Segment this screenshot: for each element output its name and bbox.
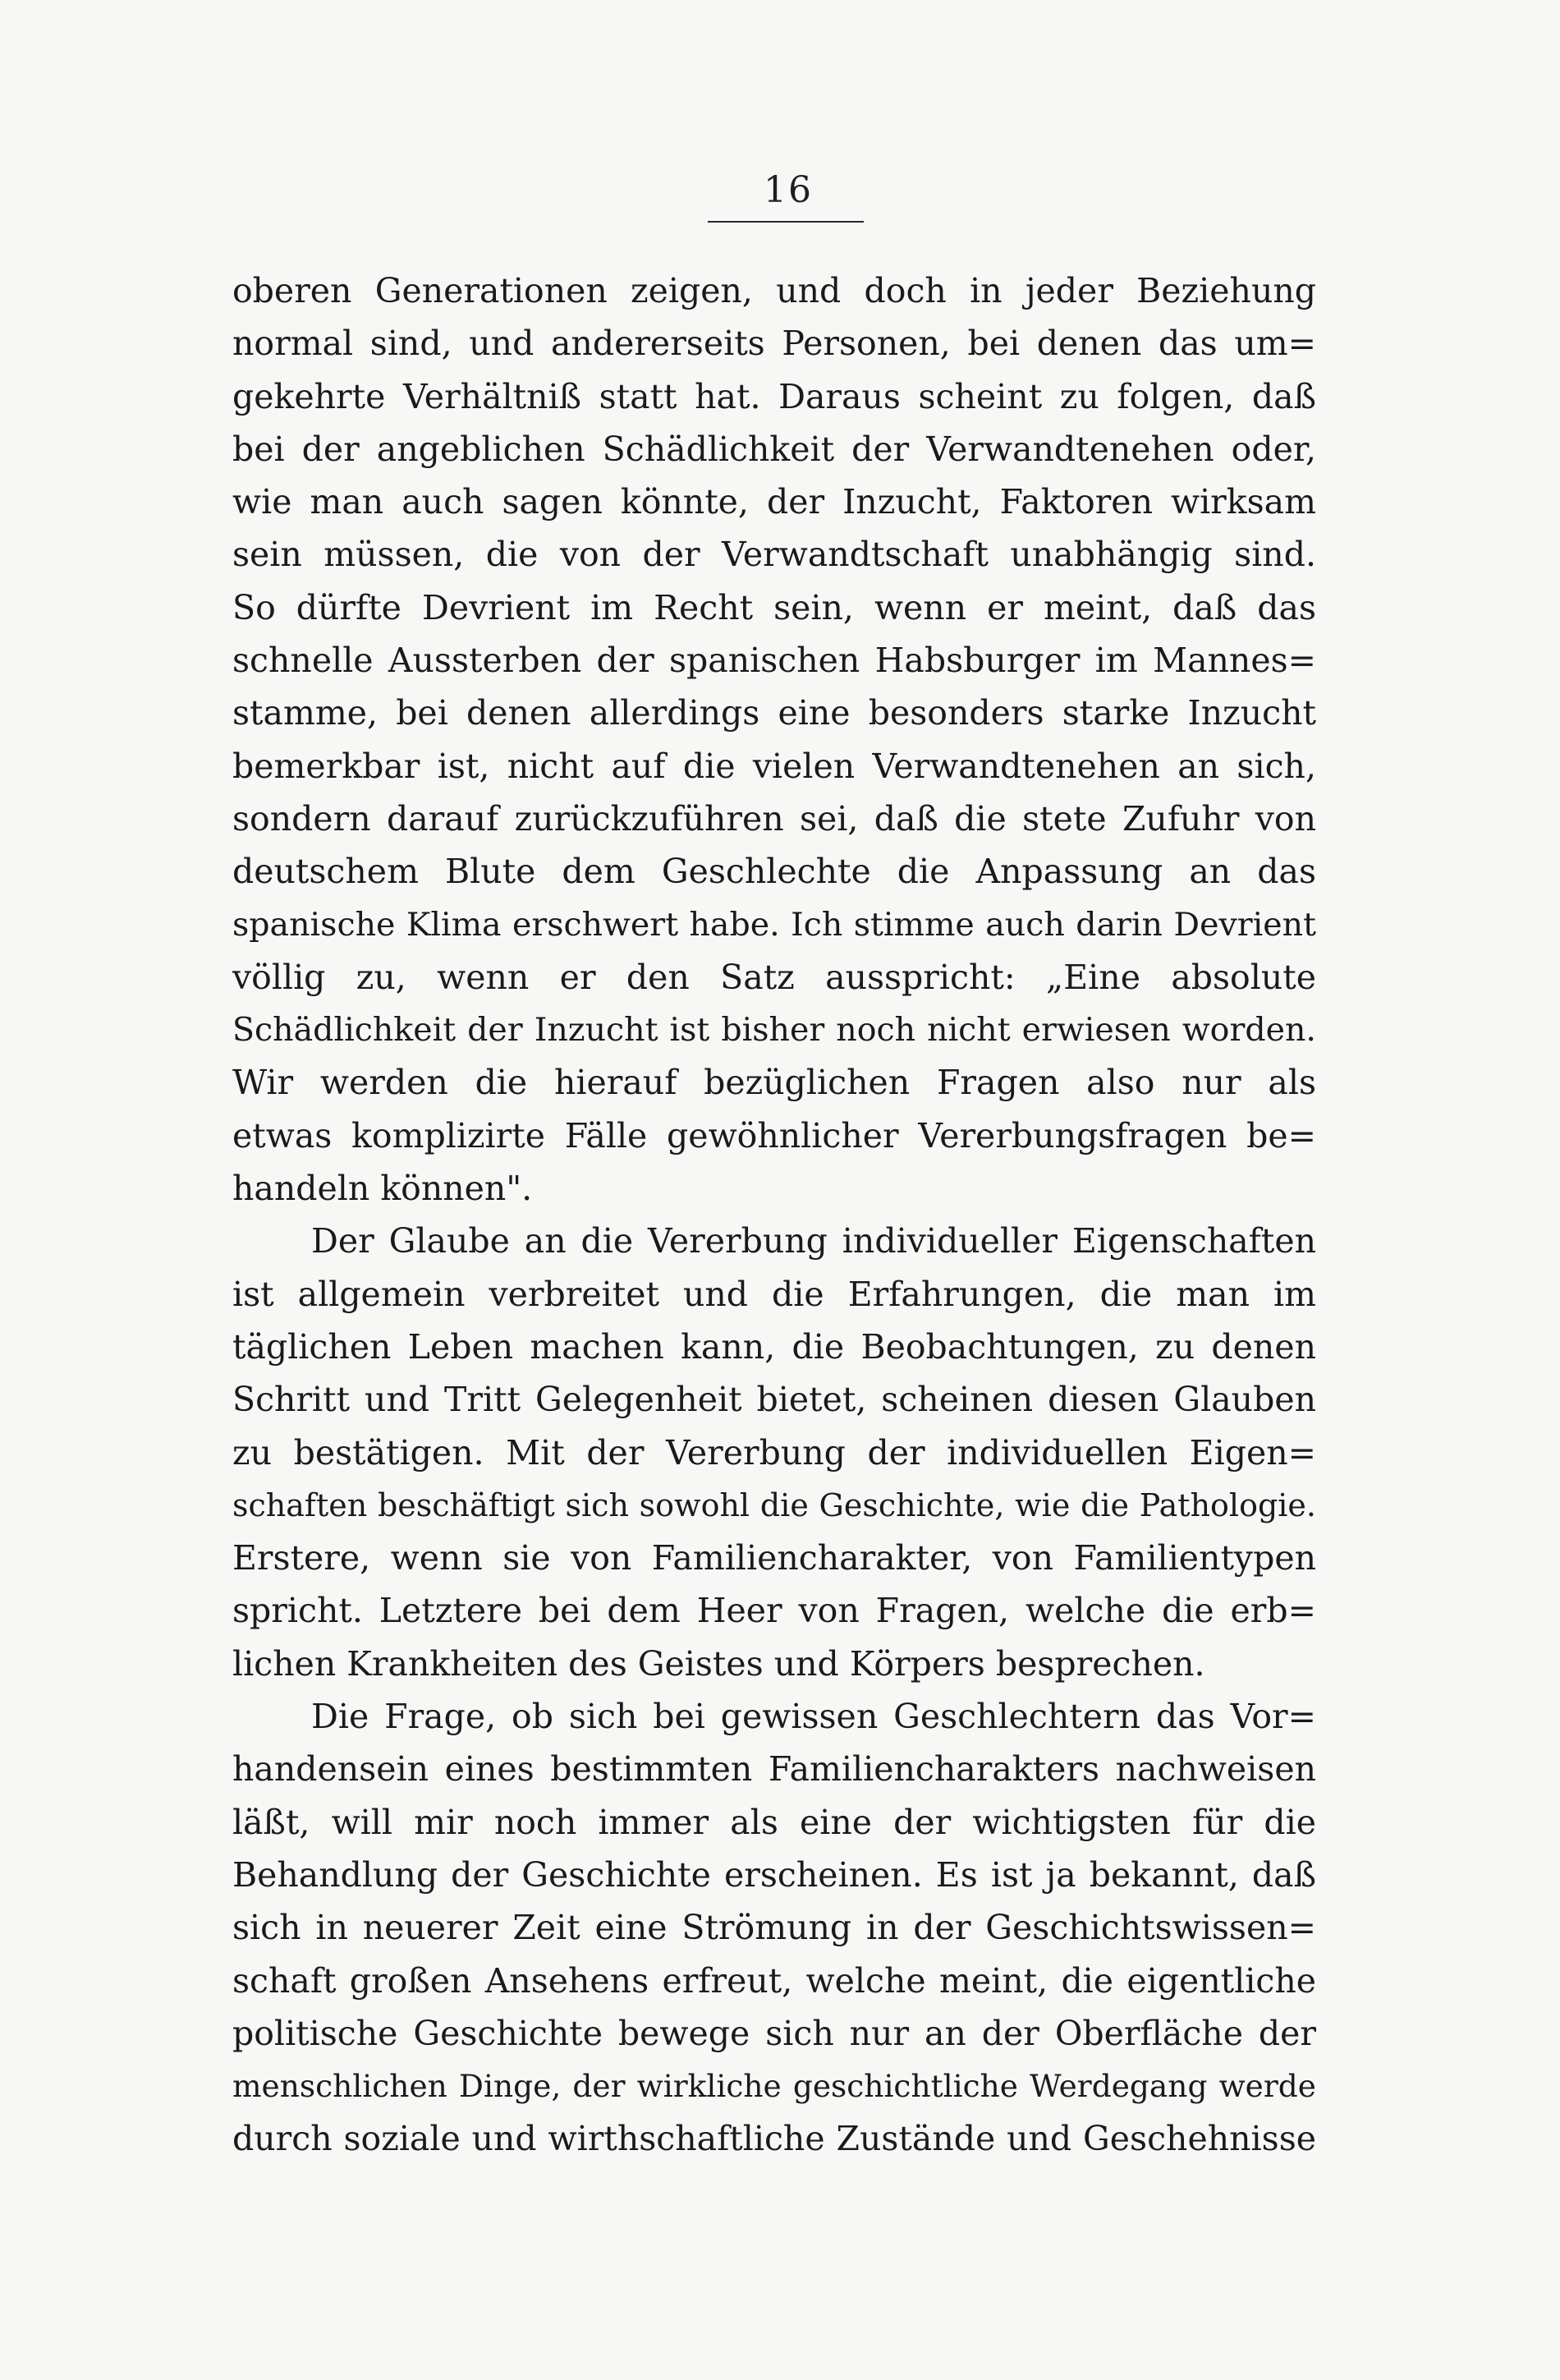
text-line: menschlichen Dinge, der wirkliche geschichtliche Werdegang werde bbox=[232, 2068, 1316, 2105]
text-line: sein müssen, die von der Verwandtschaft unabhängig sind. bbox=[232, 535, 1316, 575]
text-line: Schritt und Tritt Gelegenheit bietet, scheinen diesen Glauben bbox=[232, 1380, 1316, 1420]
page-number: 16 bbox=[764, 169, 813, 211]
text-line: Wir werden die hierauf bezüglichen Fragen also nur als bbox=[232, 1063, 1316, 1103]
text-line: politische Geschichte bewege sich nur an der Oberfläche der bbox=[232, 2013, 1316, 2053]
text-line: zu bestätigen. Mit der Vererbung der individuellen Eigen= bbox=[232, 1432, 1316, 1473]
text-line: schnelle Aussterben der spanischen Habsburger im Mannes= bbox=[232, 641, 1316, 681]
text-line: gekehrte Verhältniß statt hat. Daraus scheint zu folgen, daß bbox=[232, 376, 1316, 416]
text-line: normal sind, und andererseits Personen, bei denen das um= bbox=[232, 324, 1316, 364]
text-line: bemerkbar ist, nicht auf die vielen Verwandtenehen an sich, bbox=[232, 746, 1316, 786]
text-line: etwas komplizirte Fälle gewöhnlicher Vererbungsfragen be= bbox=[232, 1115, 1316, 1156]
text-line: So dürfte Devrient im Recht sein, wenn er meint, daß das bbox=[232, 587, 1316, 627]
text-line: schaft großen Ansehens erfreut, welche meint, die eigentliche bbox=[232, 1960, 1316, 2001]
text-line: sich in neuerer Zeit eine Strömung in der Geschichtswissen= bbox=[232, 1908, 1316, 1948]
text-line: täglichen Leben machen kann, die Beobachtungen, zu denen bbox=[232, 1326, 1316, 1367]
text-line: lichen Krankheiten des Geistes und Körpers besprechen. bbox=[232, 1643, 1205, 1684]
page-number-rule bbox=[708, 221, 864, 223]
text-line: schaften beschäftigt sich sowohl die Geschichte, wie die Pathologie. bbox=[232, 1486, 1316, 1523]
text-line: Der Glaube an die Vererbung individueller Eigenschaften bbox=[311, 1221, 1316, 1261]
text-line: handeln können". bbox=[232, 1169, 533, 1209]
text-line: Schädlichkeit der Inzucht ist bisher noch nicht erwiesen worden. bbox=[232, 1011, 1316, 1050]
text-line: ist allgemein verbreitet und die Erfahrungen, die man im bbox=[232, 1274, 1316, 1314]
text-line: oberen Generationen zeigen, und doch in jeder Beziehung bbox=[232, 271, 1316, 310]
text-line: Die Frage, ob sich bei gewissen Geschlechtern das Vor= bbox=[311, 1697, 1316, 1737]
body-text bbox=[232, 264, 1316, 2166]
text-line: Erstere, wenn sie von Familiencharakter, von Familientypen bbox=[232, 1538, 1316, 1578]
text-line: wie man auch sagen könnte, der Inzucht, Faktoren wirksam bbox=[232, 482, 1316, 522]
text-line: deutschem Blute dem Geschlechte die Anpassung an das bbox=[232, 852, 1316, 892]
text-line: spricht. Letztere bei dem Heer von Fragen, welche die erb= bbox=[232, 1591, 1316, 1631]
text-line: läßt, will mir noch immer als eine der wichtigsten für die bbox=[232, 1802, 1316, 1842]
text-line: durch soziale und wirthschaftliche Zustände und Geschehnisse bbox=[232, 2119, 1316, 2159]
text-line: bei der angeblichen Schädlichkeit der Verwandtenehen oder, bbox=[232, 429, 1316, 469]
text-line: handensein eines bestimmten Familiencharakters nachweisen bbox=[232, 1749, 1316, 1790]
text-line: Behandlung der Geschichte erscheinen. Es ist ja bekannt, daß bbox=[232, 1854, 1316, 1895]
text-line: völlig zu, wenn er den Satz ausspricht: „Eine absolute bbox=[232, 957, 1316, 997]
text-line: stamme, bei denen allerdings eine besonders starke Inzucht bbox=[232, 693, 1316, 733]
text-line: sondern darauf zurückzuführen sei, daß die stete Zufuhr von bbox=[232, 798, 1316, 839]
text-line: spanische Klima erschwert habe. Ich stimme auch darin Devrient bbox=[232, 905, 1316, 944]
